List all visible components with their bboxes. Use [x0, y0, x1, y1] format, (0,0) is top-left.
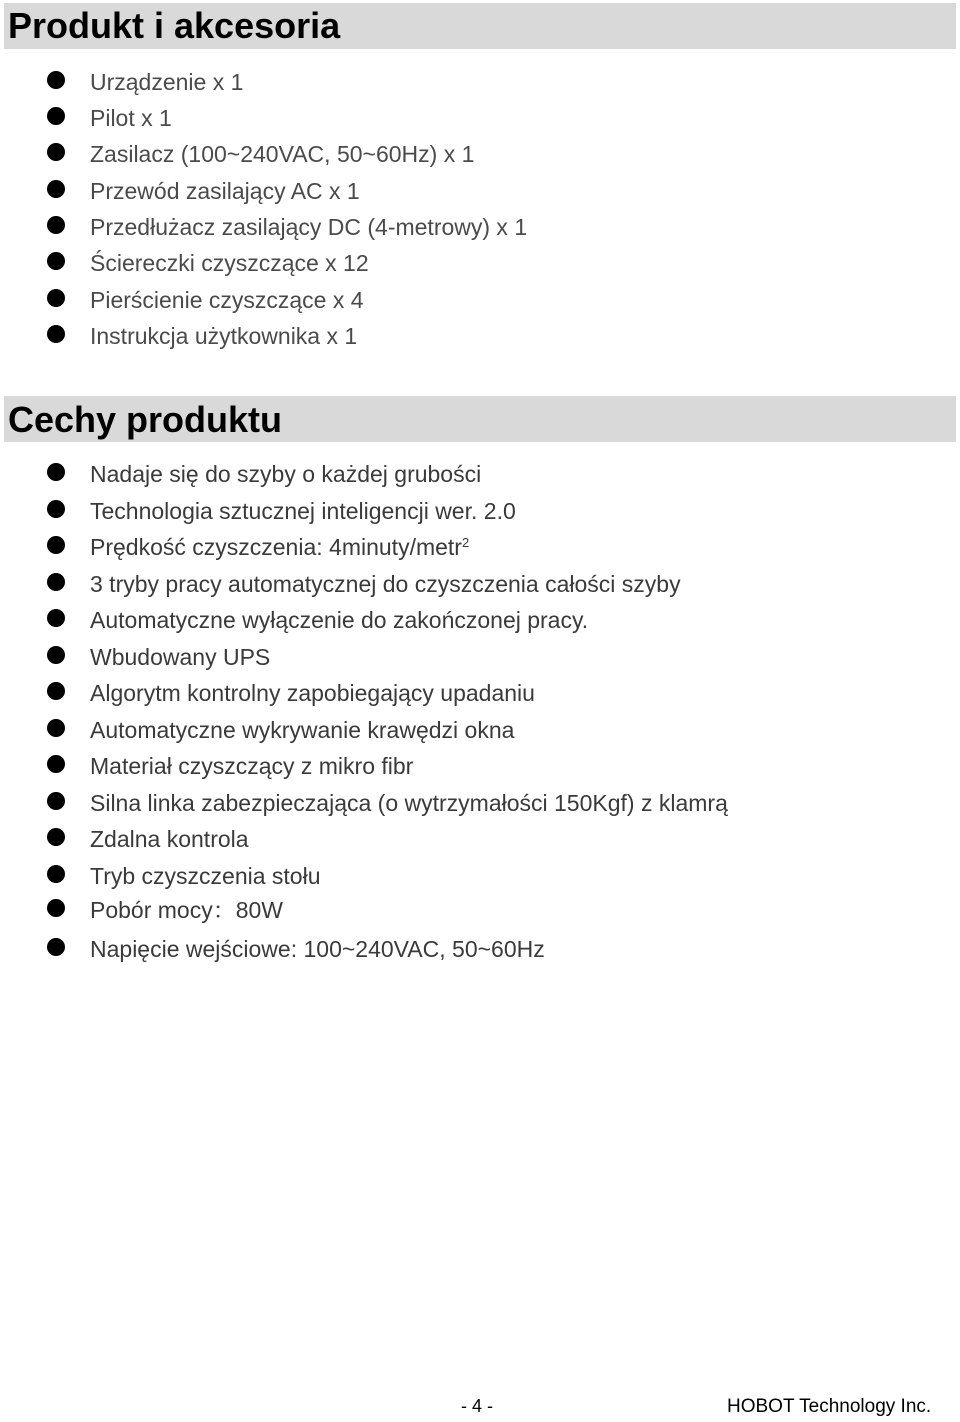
bullet-icon [47, 719, 65, 737]
company-name: HOBOT Technology Inc. [727, 1396, 932, 1417]
bullet-icon [47, 143, 65, 161]
bullet-icon [47, 536, 65, 554]
bullet-icon [47, 865, 65, 883]
bullet-icon [47, 252, 65, 270]
features-header [4, 396, 956, 442]
bullet-icon [47, 828, 65, 846]
bullet-icon [47, 107, 65, 125]
bullet-icon [47, 646, 65, 664]
bullet-icon [47, 899, 65, 917]
page-number: - 4 - [461, 1396, 494, 1416]
bullet-icon [47, 180, 65, 198]
speed-text: Prędkość czyszczenia: 4minuty/metr [90, 534, 462, 560]
bullet-icon [47, 792, 65, 810]
bullet-icon [47, 71, 65, 89]
accessories-title: Produkt i akcesoria [8, 5, 341, 46]
bullet-icon [47, 682, 65, 700]
accessories-header [4, 3, 956, 49]
bullet-icon [47, 463, 65, 481]
speed-superscript: 2 [461, 535, 470, 550]
bullet-icon [47, 325, 65, 343]
bullet-icon [47, 289, 65, 307]
bullet-icon [47, 609, 65, 627]
bullet-icon [47, 938, 65, 956]
bullet-icon [47, 573, 65, 591]
bullet-icon [47, 755, 65, 773]
features-title: Cechy produktu [8, 399, 283, 440]
bullet-icon [47, 500, 65, 518]
bullet-icon [47, 216, 65, 234]
